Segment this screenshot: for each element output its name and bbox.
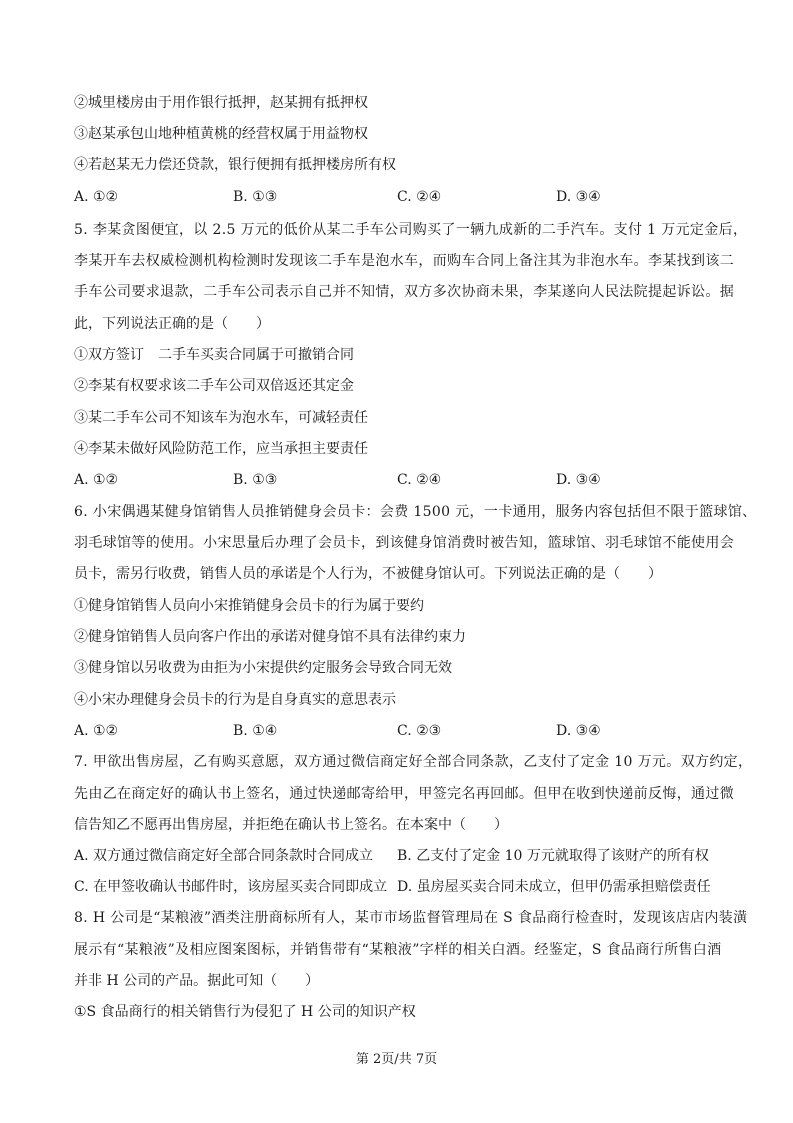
question-6-text: 羽毛球馆等的使用。小宋思量后办理了会员卡，到该健身馆消费时被告知，篮球馆、羽毛球馆不能使用会 (74, 535, 735, 551)
statement-text: ③赵某承包山地种植黄桃的经营权属于用益物权 (74, 126, 368, 142)
statement-text: ②城里楼房由于用作银行抵押，赵某拥有抵押权 (74, 95, 368, 111)
option-c: C. 在甲签收确认书邮件时，该房屋买卖合同即成立 (74, 879, 388, 895)
option-c: C. ②④ (397, 472, 442, 488)
option-d: D. ③④ (556, 189, 601, 205)
option-b: B. 乙支付了定金 10 万元就取得了该财产的所有权 (397, 848, 709, 864)
question-6-text: 员卡，需另行收费，销售人员的承诺是个人行为，不被健身馆认可。下列说法正确的是（ ） (74, 566, 662, 582)
question-8-text: 8. H 公司是“某粮液”酒类注册商标所有人，某市市场监督管理局在 S 食品商行检查时，发现该店店内装潢 (74, 910, 748, 926)
option-a: A. ①② (74, 472, 119, 488)
statement-text: ④李某未做好风险防范工作，应当承担主要责任 (74, 441, 368, 457)
question-7-text: 7. 甲欲出售房屋，乙有购买意愿，双方通过微信商定好全部合同条款，乙支付了定金 10 万元。双方约定， (74, 754, 753, 770)
option-a: A. 双方通过微信商定好全部合同条款时合同成立 (74, 848, 374, 864)
option-a: A. ①② (74, 189, 119, 205)
statement-text: ③某二手车公司不知该车为泡水车，可减轻责任 (74, 410, 368, 426)
option-d: D. 虽房屋买卖合同未成立，但甲仍需承担赔偿责任 (397, 879, 711, 895)
option-c: C. ②③ (397, 723, 442, 739)
option-d: D. ③④ (556, 472, 601, 488)
page-number: 第 2页/共 7页 (355, 1052, 438, 1067)
statement-text: ②李某有权要求该二手车公司双倍返还其定金 (74, 378, 354, 394)
question-5-text: 5. 李某贪图便宜，以 2.5 万元的低价从某二手车公司购买了一辆九成新的二手汽车。支付 1 万元定金后， (74, 222, 748, 238)
option-b: B. ①③ (233, 189, 278, 205)
option-b: B. ①③ (233, 472, 278, 488)
option-c: C. ②④ (397, 189, 442, 205)
statement-text: ④小宋办理健身会员卡的行为是自身真实的意思表示 (74, 692, 396, 708)
statement-text: ③健身馆以另收费为由拒为小宋提供约定服务会导致合同无效 (74, 660, 452, 676)
option-b: B. ①④ (233, 723, 278, 739)
statement-text: ①健身馆销售人员向小宋推销健身会员卡的行为属于要约 (74, 598, 424, 614)
question-5-text: 此，下列说法正确的是（ ） (74, 316, 270, 332)
question-8-text: 并非 H 公司的产品。据此可知（ ） (74, 973, 320, 989)
statement-text: ①S 食品商行的相关销售行为侵犯了 H 公司的知识产权 (74, 1004, 416, 1020)
statement-text: ①双方签订 二手车买卖合同属于可撤销合同 (74, 347, 354, 363)
question-6-text: 6. 小宋偶遇某健身馆销售人员推销健身会员卡：会费 1500 元，一卡通用，服务内容包括但不限于篮球馆、 (74, 504, 757, 520)
question-5-text: 李某开车去权威检测机构检测时发现该二手车是泡水车，而购车合同上备注其为非泡水车。李某找到该二 (74, 253, 735, 269)
question-7-text: 先由乙在商定好的确认书上签名，通过快递邮寄给甲，甲签完名再回邮。但甲在收到快递前反悔，通过微 (74, 786, 735, 802)
statement-text: ④若赵某无力偿还贷款，银行便拥有抵押楼房所有权 (74, 157, 396, 173)
question-8-text: 展示有“某粮液”及相应图案图标，并销售带有“某粮液”字样的相关白酒。经鉴定，S 食品商行所售白酒 (74, 942, 722, 958)
option-a: A. ①② (74, 723, 119, 739)
statement-text: ②健身馆销售人员向客户作出的承诺对健身馆不具有法律约束力 (74, 629, 466, 645)
option-d: D. ③④ (556, 723, 601, 739)
question-5-text: 手车公司要求退款，二手车公司表示自己并不知情，双方多次协商未果，李某遂向人民法院提起诉讼。据 (74, 284, 735, 300)
question-7-text: 信告知乙不愿再出售房屋，并拒绝在确认书上签名。在本案中（ ） (74, 817, 508, 833)
